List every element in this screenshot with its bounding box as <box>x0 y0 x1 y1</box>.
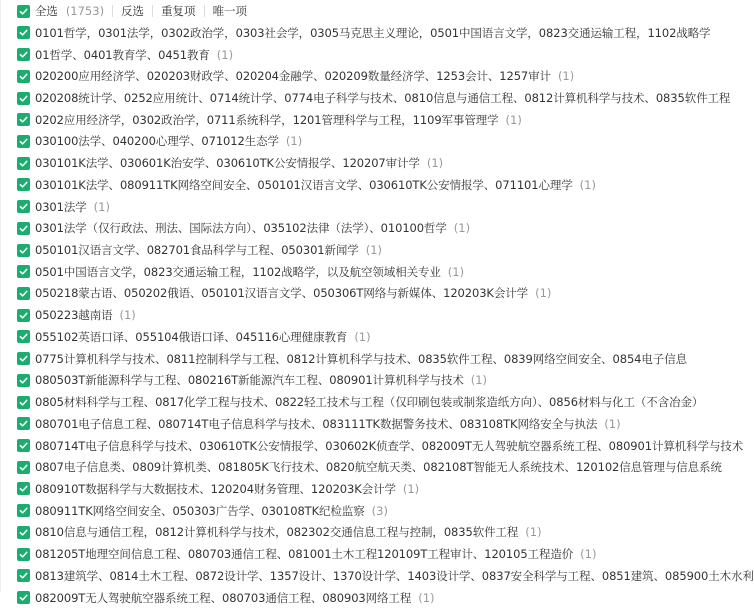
option-label: 0301法学（仅行政法、刑法、国际法方向）、035102法律（法学）、010100哲学 <box>35 221 447 236</box>
unique-items-link[interactable]: 唯一项 <box>212 4 248 18</box>
filter-option-row[interactable] <box>1 217 695 239</box>
filter-option-row[interactable] <box>1 131 695 153</box>
option-count: (1) <box>402 481 420 496</box>
option-label: 082009T无人驾驶航空器系统工程、080703通信工程、080903网络工程 <box>35 590 412 605</box>
option-count: (1) <box>93 199 110 214</box>
filter-option-row[interactable] <box>1 196 695 218</box>
toolbar-divider <box>152 5 153 17</box>
option-label: 0501中国语言文学，0823交通运输工程，1102战略学，以及航空领域相关专业 <box>35 264 441 279</box>
checkmark-icon <box>19 506 28 515</box>
option-checkbox[interactable] <box>17 200 30 213</box>
option-label: 080910T数据科学与大数据技术、120204财务管理、120203K会计学 <box>35 481 396 496</box>
option-checkbox[interactable] <box>17 157 30 170</box>
option-label: 020200应用经济学、020203财政学、020204金融学、020209数量经济学、1253会计、1257审计 <box>35 69 551 84</box>
checkmark-icon <box>19 224 28 233</box>
option-label: 080503T新能源科学与工程、080216T新能源汽车工程、080901计算机科学与技术 <box>35 373 464 388</box>
checkmark-icon <box>19 267 28 276</box>
option-count: (1) <box>505 112 522 127</box>
option-label: 080714T电子信息科学与技术、030610TK公安情报学、030602K侦查学、082009T无人驾驶航空器系统工程、080901计算机科学与技术 <box>35 438 744 453</box>
option-label: 01哲学、0401教育学、0451教育 <box>35 47 210 62</box>
checkmark-icon <box>19 376 28 385</box>
invert-selection-link[interactable]: 反选 <box>121 4 145 18</box>
checkmark-icon <box>19 463 28 472</box>
filter-option-row[interactable] <box>1 174 695 196</box>
filter-option-row[interactable] <box>1 391 704 413</box>
filter-option-row[interactable] <box>1 456 722 478</box>
filter-option-row[interactable] <box>1 283 695 305</box>
option-checkbox[interactable] <box>17 591 30 604</box>
filter-option-row[interactable] <box>1 413 695 435</box>
filter-option-row[interactable] <box>1 565 754 587</box>
option-checkbox[interactable] <box>17 113 30 126</box>
checkmark-icon <box>19 246 28 255</box>
option-count: (1) <box>426 156 444 171</box>
option-checkbox[interactable] <box>17 526 30 539</box>
filter-option-row[interactable] <box>1 543 695 565</box>
option-label: 030101K法学、030601K治安学、030610TK公安情报学、120207审计学 <box>35 156 420 171</box>
checkmark-icon <box>19 50 28 59</box>
option-label: 0775计算机科学与技术、0811控制科学与工程、0812计算机科学与技术、0835软件工程、0839网络空间安全、0854电子信息 <box>35 351 687 366</box>
checkmark-icon <box>19 7 28 16</box>
filter-option-row[interactable] <box>1 239 695 261</box>
option-label: 050101汉语言文学、082701食品科学与工程、050301新闻学 <box>35 243 359 258</box>
option-label: 030100法学、040200心理学、071012生态学 <box>35 134 279 149</box>
option-count: (1) <box>525 525 542 540</box>
checkmark-icon <box>19 419 28 428</box>
option-count: (1) <box>580 547 597 562</box>
option-checkbox[interactable] <box>17 287 30 300</box>
option-checkbox[interactable] <box>17 265 30 278</box>
option-checkbox[interactable] <box>17 548 30 561</box>
option-count: (1) <box>557 69 575 84</box>
checkmark-icon <box>19 137 28 146</box>
option-count: (1) <box>365 243 382 258</box>
checkmark-icon <box>19 354 28 363</box>
option-checkbox[interactable] <box>17 222 30 235</box>
option-count: (3) <box>371 503 388 518</box>
option-count: (1) <box>354 329 371 344</box>
checkmark-icon <box>19 593 28 602</box>
toolbar-divider <box>204 5 205 17</box>
filter-option-row[interactable] <box>1 478 695 500</box>
filter-option-row[interactable] <box>1 348 695 370</box>
option-checkbox[interactable] <box>17 439 30 452</box>
option-label: 055102英语口译、055104俄语口译、045116心理健康教育 <box>35 329 348 344</box>
checkmark-icon <box>19 441 28 450</box>
filter-option-row[interactable] <box>1 326 695 348</box>
option-label: 0810信息与通信工程，0812计算机科学与技术，082302交通信息工程与控制，0835软件工程 <box>35 525 519 540</box>
filter-option-row[interactable] <box>1 109 695 131</box>
option-count: (1) <box>535 286 552 301</box>
option-checkbox[interactable] <box>17 374 30 387</box>
option-label: 080911TK网络空间安全、050303广告学、030108TK纪检监察 <box>35 503 365 518</box>
filter-option-row[interactable] <box>1 370 695 392</box>
checkmark-icon <box>19 528 28 537</box>
option-checkbox[interactable] <box>17 70 30 83</box>
select-all-label[interactable]: 全选 <box>35 4 58 18</box>
option-label: 080701电子信息工程、080714T电子信息科学与技术、083111TK数据警务技术、083108TK网络安全与执法 <box>35 416 598 431</box>
option-checkbox[interactable] <box>17 396 30 409</box>
option-checkbox[interactable] <box>17 309 30 322</box>
filter-option-row[interactable] <box>1 500 695 522</box>
option-count: (1) <box>418 590 435 605</box>
checkmark-icon <box>19 289 28 298</box>
option-checkbox[interactable] <box>17 48 30 61</box>
option-checkbox[interactable] <box>17 417 30 430</box>
option-label: 0202应用经济学，0302政治学，0711系统科学，1201管理科学与工程，1109军事管理学 <box>35 112 499 127</box>
checkmark-icon <box>19 571 28 580</box>
option-label: 0101哲学，0301法学，0302政治学，0303社会学，0305马克思主义理论，0501中国语言文学，0823交通运输工程，1102战略学 <box>35 25 711 40</box>
filter-option-row[interactable] <box>1 522 695 544</box>
option-checkbox[interactable] <box>17 504 30 517</box>
option-label: 0805材料科学与工程、0817化学工程与技术、0822轻工技术与工程（仅印刷包装或制浆造纸方向）、0856材料与化工（不含冶金） <box>35 395 704 410</box>
checkmark-icon <box>19 115 28 124</box>
option-count: (1) <box>470 373 488 388</box>
checkmark-icon <box>19 202 28 211</box>
option-label: 030101K法学、080911TK网络空间安全、050101汉语言文学、030610TK公安情报学、071101心理学 <box>35 177 573 192</box>
filter-toolbar <box>1 0 695 22</box>
checkmark-icon <box>19 180 28 189</box>
filter-option-list <box>1 22 754 608</box>
option-count: (1) <box>604 416 621 431</box>
option-checkbox[interactable] <box>17 352 30 365</box>
filter-option-row[interactable] <box>1 304 695 326</box>
option-count: (1) <box>453 221 471 236</box>
filter-option-row[interactable] <box>1 22 711 44</box>
option-checkbox[interactable] <box>17 330 30 343</box>
option-count: (1) <box>447 264 465 279</box>
checkmark-icon <box>19 311 28 320</box>
option-checkbox[interactable] <box>17 482 30 495</box>
option-checkbox[interactable] <box>17 244 30 257</box>
option-label: 0807电子信息类、0809计算机类、081805K飞行技术、0820航空航天类、082108T智能无人系统技术、120102信息管理与信息系统 <box>35 460 722 475</box>
total-count: (1753) <box>65 4 105 18</box>
option-count: (1) <box>216 47 234 62</box>
checkmark-icon <box>19 159 28 168</box>
checkmark-icon <box>19 398 28 407</box>
option-count: (1) <box>285 134 303 149</box>
option-label: 0301法学 <box>35 199 87 214</box>
checkmark-icon <box>19 94 28 103</box>
option-label: 0813建筑学、0814土木工程、0872设计学、1357设计、1370设计学、1403设计学、0837安全科学与工程、0851建筑、085900土木水利 <box>35 568 754 583</box>
option-checkbox[interactable] <box>17 26 30 39</box>
option-label: 050218蒙古语、050202俄语、050101汉语言文学、050306T网络与新媒体、120203K会计学 <box>35 286 529 301</box>
filter-option-row[interactable] <box>1 587 695 608</box>
checkmark-icon <box>19 332 28 341</box>
checkmark-icon <box>19 28 28 37</box>
checkmark-icon <box>19 484 28 493</box>
filter-option-row[interactable] <box>1 65 695 87</box>
option-count: (1) <box>579 177 596 192</box>
option-label: 081205T地理空间信息工程、080703通信工程、081001土木工程120109T工程审计、120105工程造价 <box>35 547 574 562</box>
select-all-checkbox[interactable] <box>17 5 30 18</box>
option-checkbox[interactable] <box>17 461 30 474</box>
option-checkbox[interactable] <box>17 92 30 105</box>
option-label: 020208统计学、0252应用统计、0714统计学、0774电子科学与技术、0810信息与通信工程、0812计算机科学与技术、0835软件工程 <box>35 91 731 106</box>
option-checkbox[interactable] <box>17 569 30 582</box>
option-checkbox[interactable] <box>17 135 30 148</box>
duplicates-link[interactable]: 重复项 <box>161 4 196 18</box>
filter-option-row[interactable] <box>1 435 744 457</box>
filter-option-row[interactable] <box>1 44 695 66</box>
checkmark-icon <box>19 72 28 81</box>
filter-option-row[interactable] <box>1 152 695 174</box>
filter-option-row[interactable] <box>1 261 695 283</box>
option-checkbox[interactable] <box>17 178 30 191</box>
option-count: (1) <box>119 308 136 323</box>
toolbar-divider <box>112 5 113 17</box>
option-label: 050223越南语 <box>35 308 113 323</box>
filter-option-row[interactable] <box>1 87 731 109</box>
checkmark-icon <box>19 550 28 559</box>
